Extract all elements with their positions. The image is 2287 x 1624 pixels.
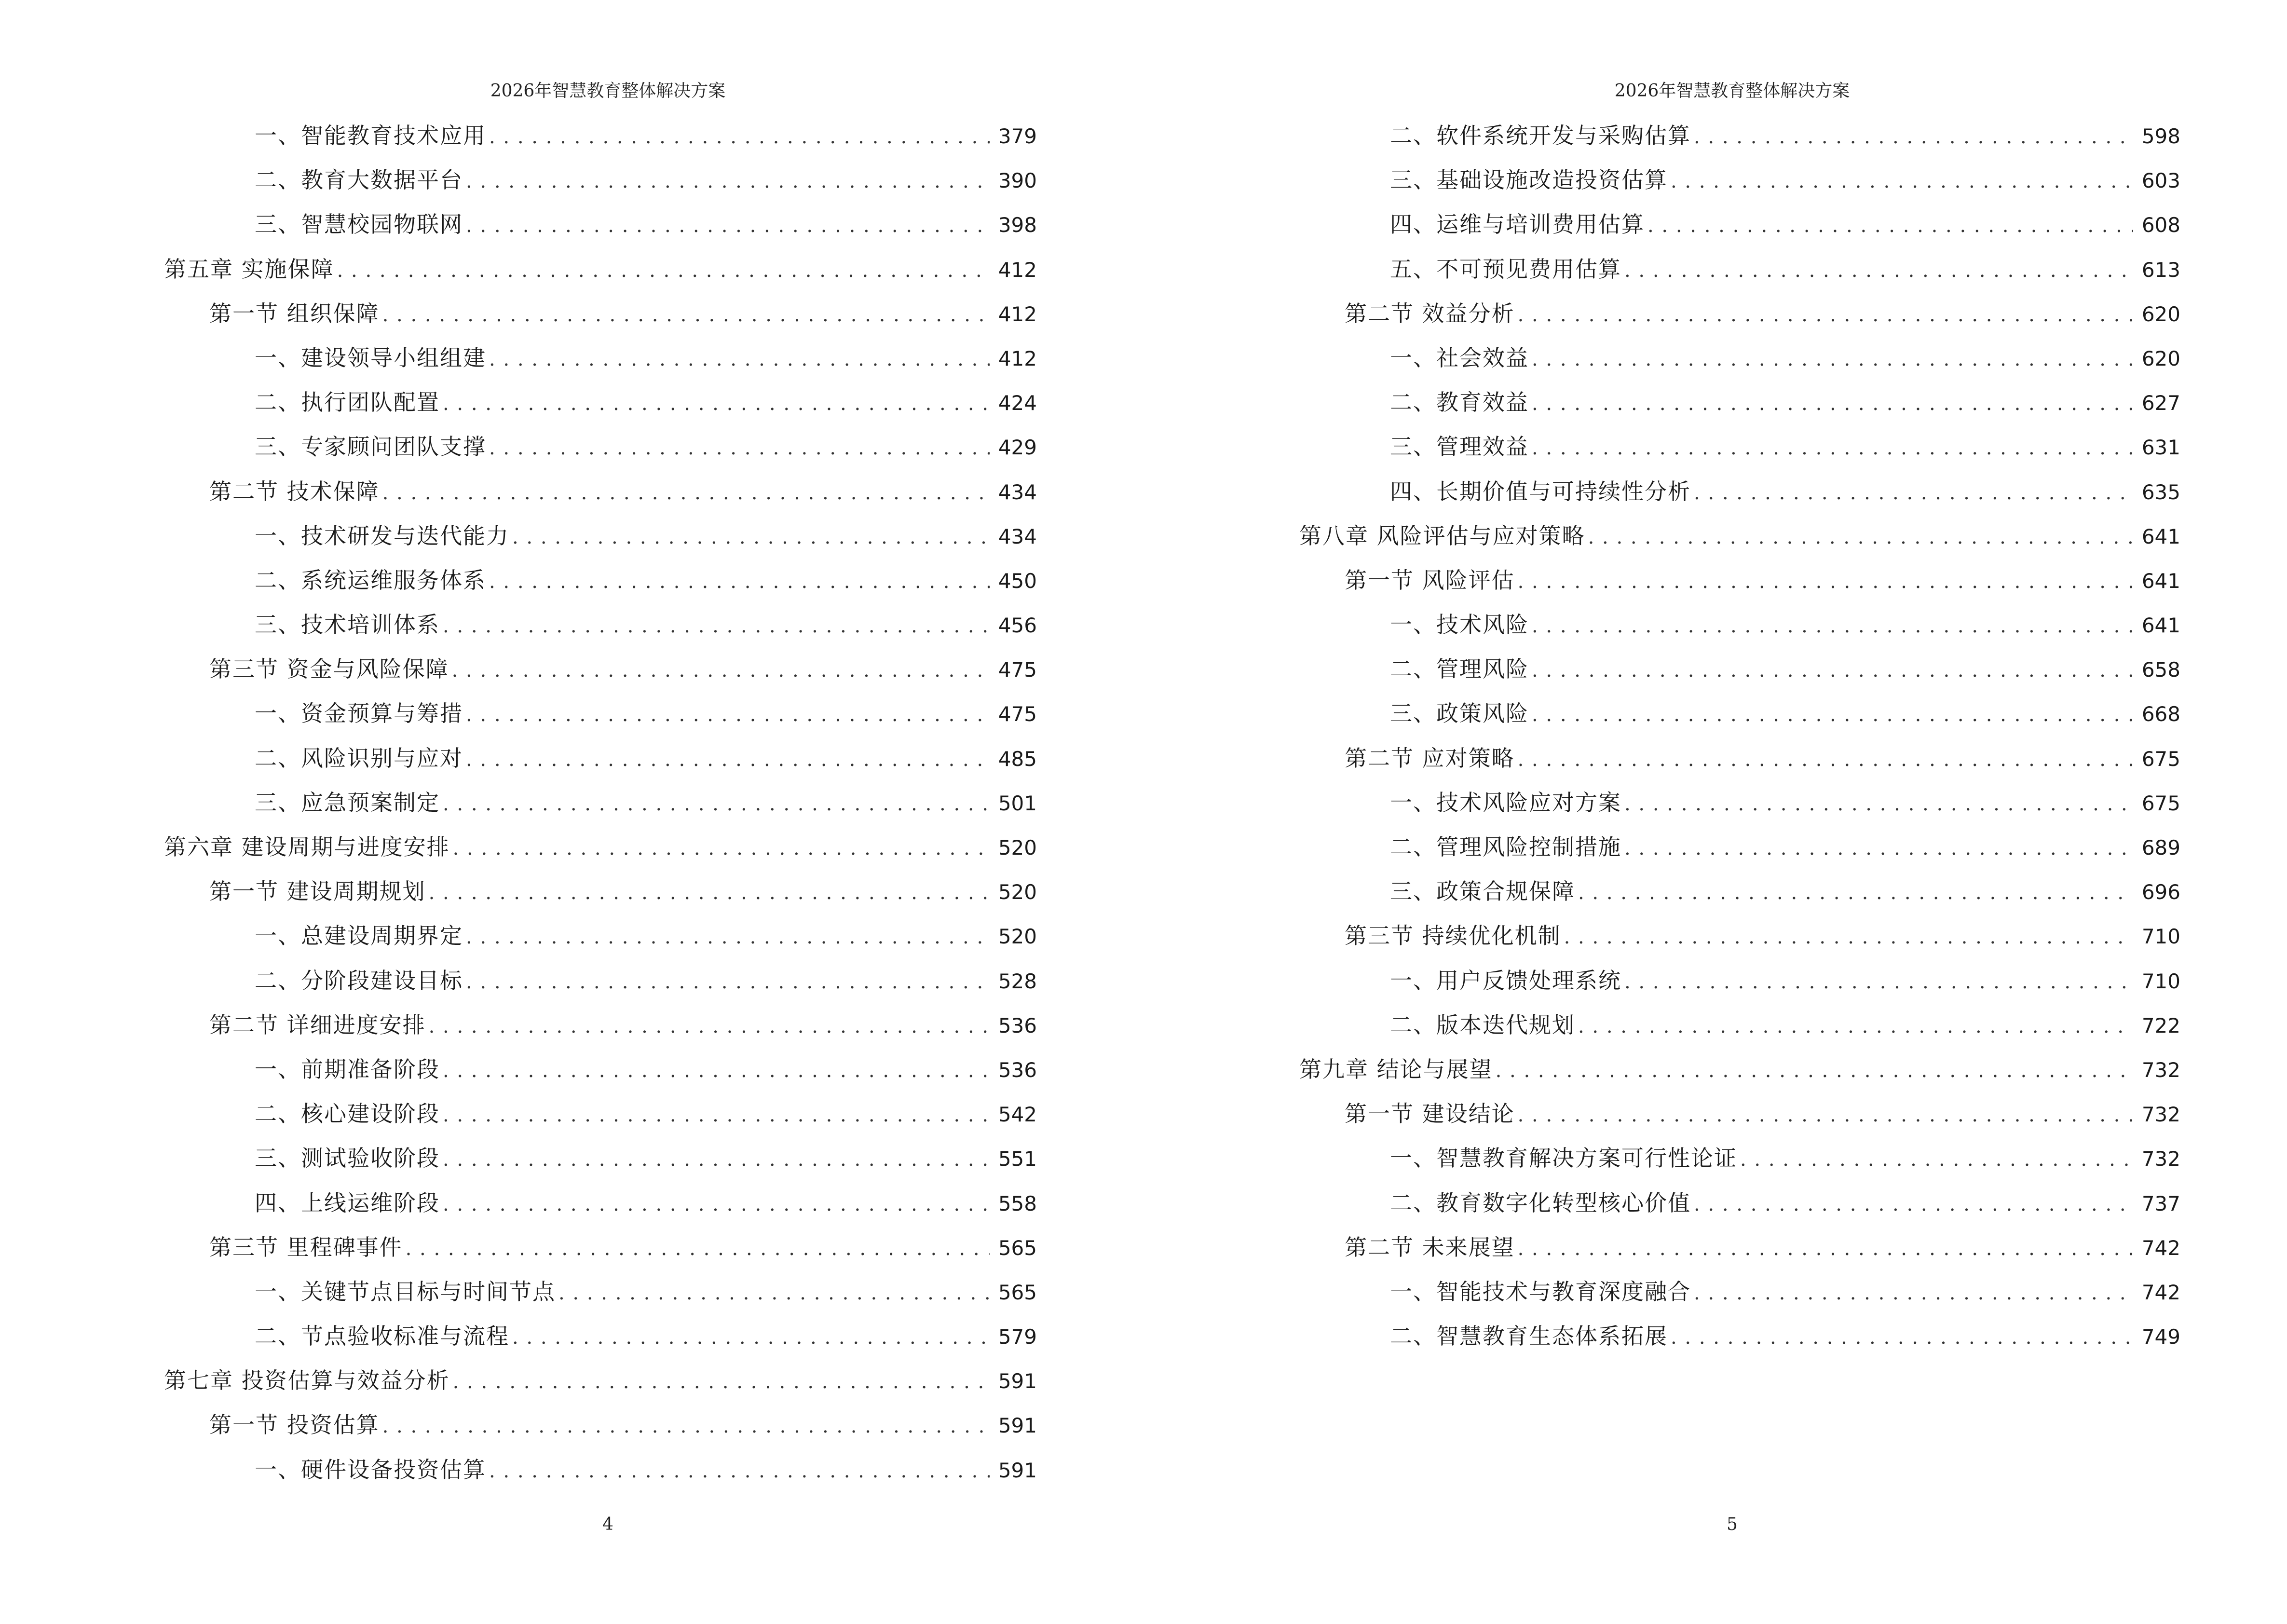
dot-leader: [1624, 782, 2133, 826]
toc-subsection-entry[interactable]: [164, 1047, 1037, 1092]
toc-section-entry[interactable]: [1299, 1092, 2180, 1136]
toc-entry-page-number: 379: [998, 124, 1037, 148]
dot-leader: [512, 1315, 990, 1360]
toc-subsection-entry[interactable]: [1299, 602, 2180, 647]
toc-entry-title: 一、智慧教育解决方案可行性论证: [1390, 1145, 1737, 1172]
toc-subsection-entry[interactable]: [164, 380, 1037, 424]
toc-entry-page-number: 565: [998, 1280, 1037, 1304]
toc-entry-title: 第六章 建设周期与进度安排: [164, 834, 450, 860]
running-header: 2026年智慧教育整体解决方案: [490, 81, 726, 101]
dot-leader: [1532, 648, 2133, 693]
toc-entry-page-number: 635: [2141, 480, 2180, 504]
toc-subsection-entry[interactable]: [1299, 469, 2180, 514]
toc-entry-title: 一、技术风险应对方案: [1390, 789, 1621, 816]
toc-entry-title: 二、核心建设阶段: [255, 1101, 440, 1127]
toc-entry-page-number: 675: [2141, 747, 2180, 771]
toc-entry-page-number: 613: [2141, 258, 2180, 282]
toc-subsection-entry[interactable]: [1299, 247, 2180, 291]
toc-entry-title: 一、技术风险: [1390, 612, 1529, 638]
toc-subsection-entry[interactable]: [164, 1447, 1037, 1492]
toc-subsection-entry[interactable]: [1299, 380, 2180, 424]
toc-entry-page-number: 398: [998, 213, 1037, 237]
toc-entry-title: 一、硬件设备投资估算: [255, 1456, 486, 1483]
dot-leader: [1518, 560, 2133, 604]
dot-leader: [466, 159, 990, 204]
toc-entry-title: 第二节 效益分析: [1345, 300, 1515, 327]
dot-leader: [452, 648, 990, 693]
toc-entry-page-number: 732: [2141, 1147, 2180, 1171]
dot-leader: [1564, 915, 2133, 959]
dot-leader: [1532, 604, 2133, 648]
dot-leader: [1532, 382, 2133, 426]
toc-entry-title: 第二节 详细进度安排: [209, 1011, 426, 1038]
dot-leader: [1518, 1093, 2133, 1137]
toc-subsection-entry[interactable]: [164, 958, 1037, 1003]
toc-entry-page-number: 424: [998, 391, 1037, 415]
dot-leader: [1578, 871, 2133, 915]
toc-entry-page-number: 412: [998, 258, 1037, 282]
dot-leader: [1671, 159, 2133, 204]
toc-section-entry[interactable]: [164, 291, 1037, 336]
dot-leader: [1532, 426, 2133, 470]
toc-entry-title: 一、用户反馈处理系统: [1390, 967, 1621, 994]
toc-entry-title: 一、社会效益: [1390, 344, 1529, 371]
toc-subsection-entry[interactable]: [1299, 424, 2180, 469]
toc-chapter-entry[interactable]: [1299, 514, 2180, 558]
toc-entry-title: 四、长期价值与可持续性分析: [1390, 478, 1691, 505]
toc-entry-page-number: 536: [998, 1013, 1037, 1037]
dot-leader: [512, 515, 990, 560]
dot-leader: [1671, 1315, 2133, 1360]
dot-leader: [466, 960, 990, 1004]
toc-entry-title: 第二节 未来展望: [1345, 1234, 1515, 1260]
toc-subsection-entry[interactable]: [1299, 825, 2180, 869]
toc-subsection-entry[interactable]: [1299, 202, 2180, 246]
toc-entry-title: 第二节 应对策略: [1345, 745, 1515, 771]
dot-leader: [443, 1182, 990, 1227]
toc-subsection-entry[interactable]: [164, 691, 1037, 736]
toc-entry-page-number: 658: [2141, 658, 2180, 682]
toc-entry-page-number: 631: [2141, 436, 2180, 460]
toc-subsection-entry[interactable]: [164, 158, 1037, 202]
toc-entry-page-number: 475: [998, 658, 1037, 682]
toc-section-entry[interactable]: [1299, 914, 2180, 958]
dot-leader: [1532, 337, 2133, 382]
page-number: 4: [602, 1515, 613, 1534]
dot-leader: [489, 560, 990, 604]
toc-subsection-entry[interactable]: [1299, 1136, 2180, 1180]
dot-leader: [1496, 1049, 2133, 1093]
toc-entry-title: 二、教育大数据平台: [255, 167, 463, 193]
dot-leader: [453, 826, 990, 871]
dot-leader: [1624, 960, 2133, 1004]
dot-leader: [337, 248, 990, 293]
toc-entry-page-number: 591: [998, 1458, 1037, 1482]
toc-entry-page-number: 520: [998, 836, 1037, 860]
toc-section-entry[interactable]: [164, 1403, 1037, 1447]
right-page: [1144, 0, 2287, 1624]
toc-entry-page-number: 390: [998, 169, 1037, 193]
toc-entry-title: 二、分阶段建设目标: [255, 967, 463, 994]
toc-entry-page-number: 641: [2141, 614, 2180, 638]
toc-subsection-entry[interactable]: [1299, 958, 2180, 1003]
dot-leader: [453, 1360, 990, 1404]
running-header: 2026年智慧教育整体解决方案: [1614, 81, 1850, 101]
toc-entry-page-number: 668: [2141, 702, 2180, 726]
dot-leader: [1588, 515, 2133, 560]
toc-entry-page-number: 475: [998, 702, 1037, 726]
toc-entry-title: 三、智慧校园物联网: [255, 211, 463, 238]
dot-leader: [1624, 248, 2133, 293]
toc-entry-title: 第三节 里程碑事件: [209, 1234, 403, 1260]
dot-leader: [1518, 737, 2133, 782]
toc-subsection-entry[interactable]: [1299, 647, 2180, 691]
toc-entry-page-number: 528: [998, 969, 1037, 993]
toc-subsection-entry[interactable]: [164, 424, 1037, 469]
toc-section-entry[interactable]: [164, 647, 1037, 691]
toc-subsection-entry[interactable]: [1299, 1003, 2180, 1047]
toc-subsection-entry[interactable]: [1299, 113, 2180, 158]
toc-subsection-entry[interactable]: [1299, 691, 2180, 736]
toc-entry-title: 二、执行团队配置: [255, 389, 440, 416]
dot-leader: [443, 382, 990, 426]
toc-list: [164, 113, 1037, 1492]
toc-entry-title: 三、专家顾问团队支撑: [255, 434, 486, 460]
toc-subsection-entry[interactable]: [164, 780, 1037, 825]
toc-entry-page-number: 675: [2141, 791, 2180, 815]
toc-entry-title: 二、版本迭代规划: [1390, 1011, 1575, 1038]
toc-subsection-entry[interactable]: [1299, 869, 2180, 914]
toc-subsection-entry[interactable]: [164, 558, 1037, 602]
toc-subsection-entry[interactable]: [164, 736, 1037, 780]
dot-leader: [443, 1093, 990, 1137]
dot-leader: [466, 737, 990, 782]
toc-subsection-entry[interactable]: [164, 1092, 1037, 1136]
toc-entry-page-number: 412: [998, 346, 1037, 370]
toc-entry-page-number: 551: [998, 1147, 1037, 1171]
toc-subsection-entry[interactable]: [1299, 336, 2180, 380]
toc-entry-title: 二、管理风险控制措施: [1390, 834, 1621, 860]
toc-entry-page-number: 620: [2141, 346, 2180, 370]
dot-leader: [443, 604, 990, 648]
dot-leader: [558, 1271, 990, 1315]
toc-subsection-entry[interactable]: [1299, 1314, 2180, 1358]
toc-entry-page-number: 641: [2141, 524, 2180, 548]
toc-entry-page-number: 429: [998, 436, 1037, 460]
toc-entry-page-number: 520: [998, 880, 1037, 904]
toc-entry-page-number: 591: [998, 1369, 1037, 1393]
toc-entry-page-number: 565: [998, 1236, 1037, 1260]
toc-list: [1299, 113, 2180, 1358]
toc-entry-page-number: 434: [998, 480, 1037, 504]
toc-subsection-entry[interactable]: [164, 514, 1037, 558]
toc-entry-page-number: 501: [998, 791, 1037, 815]
toc-entry-title: 二、软件系统开发与采购估算: [1390, 123, 1691, 149]
toc-entry-title: 二、节点验收标准与流程: [255, 1323, 509, 1350]
toc-section-entry[interactable]: [164, 1003, 1037, 1047]
dot-leader: [1624, 826, 2133, 871]
dot-leader: [466, 915, 990, 959]
toc-entry-page-number: 742: [2141, 1280, 2180, 1304]
dot-leader: [382, 293, 990, 337]
toc-entry-page-number: 450: [998, 569, 1037, 593]
toc-entry-title: 一、关键节点目标与时间节点: [255, 1278, 556, 1305]
dot-leader: [1647, 204, 2133, 248]
toc-subsection-entry[interactable]: [164, 113, 1037, 158]
toc-entry-page-number: 434: [998, 524, 1037, 548]
toc-entry-page-number: 558: [998, 1191, 1037, 1215]
dot-leader: [382, 1404, 990, 1448]
toc-subsection-entry[interactable]: [164, 202, 1037, 246]
toc-subsection-entry[interactable]: [1299, 780, 2180, 825]
toc-entry-page-number: 742: [2141, 1236, 2180, 1260]
toc-section-entry[interactable]: [1299, 558, 2180, 602]
toc-entry-title: 第一节 风险评估: [1345, 567, 1515, 593]
toc-subsection-entry[interactable]: [164, 1181, 1037, 1225]
toc-entry-title: 一、资金预算与筹措: [255, 700, 463, 727]
toc-entry-title: 三、基础设施改造投资估算: [1390, 167, 1668, 193]
toc-section-entry[interactable]: [1299, 736, 2180, 780]
toc-entry-title: 三、技术培训体系: [255, 612, 440, 638]
dot-leader: [489, 426, 990, 470]
dot-leader: [443, 782, 990, 826]
dot-leader: [466, 204, 990, 248]
toc-subsection-entry[interactable]: [164, 1314, 1037, 1358]
dot-leader: [1694, 471, 2133, 515]
page-number: 5: [1727, 1515, 1738, 1534]
toc-entry-page-number: 520: [998, 925, 1037, 949]
toc-entry-title: 二、智慧教育生态体系拓展: [1390, 1323, 1668, 1350]
toc-entry-title: 第九章 结论与展望: [1299, 1056, 1493, 1082]
toc-entry-title: 五、不可预见费用估算: [1390, 256, 1621, 282]
toc-entry-title: 第一节 投资估算: [209, 1412, 380, 1438]
toc-chapter-entry[interactable]: [164, 1358, 1037, 1403]
toc-entry-title: 一、前期准备阶段: [255, 1056, 440, 1082]
toc-entry-page-number: 696: [2141, 880, 2180, 904]
toc-entry-title: 三、政策风险: [1390, 700, 1529, 727]
dot-leader: [1740, 1137, 2133, 1182]
toc-entry-title: 一、建设领导小组组建: [255, 344, 486, 371]
toc-subsection-entry[interactable]: [1299, 158, 2180, 202]
toc-entry-page-number: 689: [2141, 836, 2180, 860]
dot-leader: [1518, 1227, 2133, 1271]
toc-entry-title: 四、上线运维阶段: [255, 1189, 440, 1216]
toc-chapter-entry[interactable]: [164, 825, 1037, 869]
toc-entry-page-number: 722: [2141, 1013, 2180, 1037]
dot-leader: [443, 1049, 990, 1093]
dot-leader: [1578, 1004, 2133, 1049]
dot-leader: [466, 693, 990, 737]
toc-entry-title: 二、系统运维服务体系: [255, 567, 486, 593]
toc-entry-title: 一、总建设周期界定: [255, 923, 463, 949]
toc-entry-title: 一、智能技术与教育深度融合: [1390, 1278, 1691, 1305]
toc-section-entry[interactable]: [1299, 291, 2180, 336]
toc-entry-page-number: 641: [2141, 569, 2180, 593]
toc-entry-title: 二、管理风险: [1390, 656, 1529, 682]
toc-entry-title: 二、风险识别与应对: [255, 745, 463, 771]
toc-subsection-entry[interactable]: [1299, 1181, 2180, 1225]
toc-subsection-entry[interactable]: [164, 602, 1037, 647]
toc-entry-page-number: 710: [2141, 925, 2180, 949]
toc-entry-page-number: 412: [998, 302, 1037, 326]
toc-entry-title: 第一节 建设周期规划: [209, 878, 426, 905]
toc-chapter-entry[interactable]: [1299, 1047, 2180, 1092]
toc-subsection-entry[interactable]: [164, 914, 1037, 958]
toc-entry-page-number: 732: [2141, 1103, 2180, 1127]
dot-leader: [1532, 693, 2133, 737]
toc-subsection-entry[interactable]: [164, 1136, 1037, 1180]
toc-entry-title: 三、应急预案制定: [255, 789, 440, 816]
toc-entry-title: 三、测试验收阶段: [255, 1145, 440, 1172]
dot-leader: [1694, 1182, 2133, 1227]
dot-leader: [443, 1137, 990, 1182]
toc-chapter-entry[interactable]: [164, 247, 1037, 291]
toc-entry-page-number: 710: [2141, 969, 2180, 993]
toc-section-entry[interactable]: [164, 469, 1037, 514]
toc-entry-title: 第八章 风险评估与应对策略: [1299, 522, 1585, 549]
toc-entry-page-number: 456: [998, 614, 1037, 638]
toc-entry-page-number: 620: [2141, 302, 2180, 326]
toc-entry-page-number: 591: [998, 1414, 1037, 1438]
toc-entry-title: 四、运维与培训费用估算: [1390, 211, 1645, 238]
toc-subsection-entry[interactable]: [164, 1269, 1037, 1314]
toc-entry-page-number: 749: [2141, 1325, 2180, 1349]
toc-entry-title: 三、政策合规保障: [1390, 878, 1575, 905]
toc-entry-page-number: 608: [2141, 213, 2180, 237]
dot-leader: [429, 871, 990, 915]
toc-entry-title: 第三节 持续优化机制: [1345, 923, 1561, 949]
toc-entry-title: 第二节 技术保障: [209, 478, 380, 505]
dot-leader: [1518, 293, 2133, 337]
toc-entry-title: 二、教育效益: [1390, 389, 1529, 416]
dot-leader: [489, 1449, 990, 1493]
toc-entry-title: 一、智能教育技术应用: [255, 123, 486, 149]
toc-section-entry[interactable]: [164, 869, 1037, 914]
toc-subsection-entry[interactable]: [1299, 1269, 2180, 1314]
dot-leader: [489, 115, 990, 159]
toc-entry-page-number: 732: [2141, 1058, 2180, 1082]
dot-leader: [429, 1004, 990, 1049]
toc-entry-title: 第一节 建设结论: [1345, 1101, 1515, 1127]
dot-leader: [1694, 115, 2133, 159]
toc-entry-title: 第五章 实施保障: [164, 256, 334, 282]
toc-entry-page-number: 542: [998, 1103, 1037, 1127]
toc-entry-page-number: 579: [998, 1325, 1037, 1349]
toc-entry-page-number: 598: [2141, 124, 2180, 148]
toc-entry-title: 第三节 资金与风险保障: [209, 656, 449, 682]
toc-entry-title: 二、教育数字化转型核心价值: [1390, 1189, 1691, 1216]
toc-entry-title: 第一节 组织保障: [209, 300, 380, 327]
toc-entry-page-number: 603: [2141, 169, 2180, 193]
toc-section-entry[interactable]: [1299, 1225, 2180, 1269]
dot-leader: [382, 471, 990, 515]
dot-leader: [489, 337, 990, 382]
dot-leader: [406, 1227, 990, 1271]
toc-entry-page-number: 627: [2141, 391, 2180, 415]
toc-entry-title: 三、管理效益: [1390, 434, 1529, 460]
toc-subsection-entry[interactable]: [164, 336, 1037, 380]
toc-entry-page-number: 536: [998, 1058, 1037, 1082]
toc-section-entry[interactable]: [164, 1225, 1037, 1269]
toc-entry-page-number: 485: [998, 747, 1037, 771]
toc-entry-title: 一、技术研发与迭代能力: [255, 522, 509, 549]
toc-entry-title: 第七章 投资估算与效益分析: [164, 1367, 450, 1394]
dot-leader: [1694, 1271, 2133, 1315]
toc-entry-page-number: 737: [2141, 1191, 2180, 1215]
